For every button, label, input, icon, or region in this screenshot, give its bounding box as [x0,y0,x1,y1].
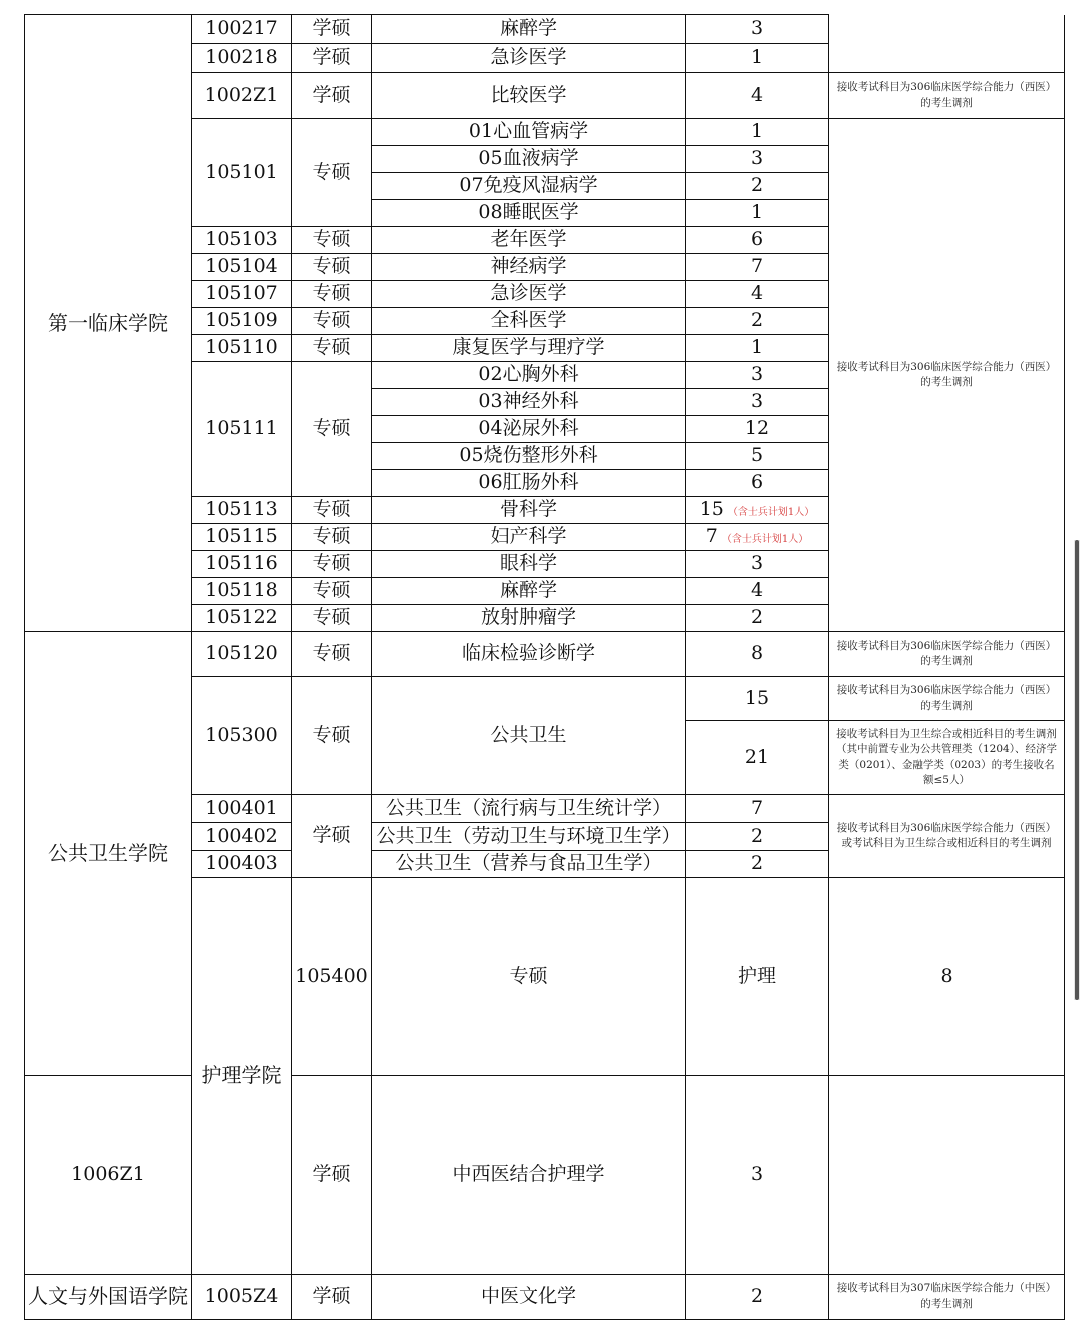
type-cell: 专硕 [292,227,372,254]
major-cell: 04泌尿外科 [372,416,686,443]
quota-cell: 8 [829,878,1065,1076]
code-cell: 105300 [192,677,292,795]
quota-cell: 1 [686,200,829,227]
code-cell: 105109 [192,308,292,335]
quota-cell: 12 [686,416,829,443]
type-cell: 专硕 [292,308,372,335]
note-cell: 接收考试科目为306临床医学综合能力（西医）或考试科目为卫生综合或相近科目的考生调剂 [829,795,1065,878]
table-row [25,15,1065,44]
major-cell: 神经病学 [372,254,686,281]
quota-cell: 6 [686,470,829,497]
quota-cell: 7 [686,795,829,823]
major-cell: 比较医学 [372,73,686,119]
code-cell: 100218 [192,44,292,73]
code-cell: 105104 [192,254,292,281]
quota-value: 15 [699,498,724,521]
quota-cell: 2 [686,823,829,851]
code-cell: 105103 [192,227,292,254]
major-cell: 放射肿瘤学 [372,605,686,632]
quota-cell [686,497,829,524]
quota-cell: 1 [686,44,829,73]
type-cell: 专硕 [292,254,372,281]
quota-cell: 6 [686,227,829,254]
quota-cell: 1 [686,119,829,146]
code-cell: 100402 [192,823,292,851]
quota-cell: 3 [686,362,829,389]
note-cell: 接收考试科目为306临床医学综合能力（西医）的考生调剂 [829,632,1065,677]
quota-cell: 1 [686,335,829,362]
major-cell: 公共卫生 [372,677,686,795]
major-cell: 05血液病学 [372,146,686,173]
scrollbar-thumb[interactable] [1075,540,1079,1000]
quota-cell: 2 [686,605,829,632]
note-cell: 接收考试科目为306临床医学综合能力（西医）的考生调剂 [829,73,1065,119]
major-cell: 公共卫生（营养与食品卫生学） [372,851,686,878]
quota-cell: 2 [686,173,829,200]
type-cell: 专硕 [292,632,372,677]
major-cell: 妇产科学 [372,524,686,551]
note-cell: 接收考试科目为307临床医学综合能力（中医）的考生调剂 [829,1274,1065,1319]
type-cell: 学硕 [292,795,372,878]
type-cell: 专硕 [292,605,372,632]
note-cell: 接收考试科目为306临床医学综合能力（西医）的考生调剂 [829,677,1065,721]
quota-cell: 3 [686,146,829,173]
major-cell: 08睡眠医学 [372,200,686,227]
type-cell: 学硕 [292,15,372,44]
code-cell: 105400 [292,878,372,1076]
quota-cell [686,524,829,551]
major-cell: 02心胸外科 [372,362,686,389]
type-cell: 专硕 [292,551,372,578]
type-cell: 专硕 [372,878,686,1076]
major-cell: 老年医学 [372,227,686,254]
type-cell: 专硕 [292,362,372,497]
quota-cell: 4 [686,281,829,308]
code-cell: 105116 [192,551,292,578]
dept-cell: 公共卫生学院 [25,632,192,1076]
code-cell: 105107 [192,281,292,308]
quota-cell: 3 [686,1076,829,1274]
major-cell: 麻醉学 [372,578,686,605]
code-cell: 105122 [192,605,292,632]
type-cell: 专硕 [292,578,372,605]
major-cell: 中医文化学 [372,1274,686,1319]
code-cell: 100401 [192,795,292,823]
code-cell: 105120 [192,632,292,677]
type-cell: 学硕 [292,73,372,119]
major-cell: 急诊医学 [372,281,686,308]
major-cell: 急诊医学 [372,44,686,73]
type-cell: 专硕 [292,524,372,551]
major-cell: 公共卫生（流行病与卫生统计学） [372,795,686,823]
code-cell: 105110 [192,335,292,362]
code-cell: 105113 [192,497,292,524]
major-cell: 护理 [686,878,829,1076]
quota-cell: 7 [686,254,829,281]
major-cell: 麻醉学 [372,15,686,44]
quota-cell: 2 [686,1274,829,1319]
type-cell: 学硕 [292,1076,372,1274]
code-cell: 100403 [192,851,292,878]
quota-cell: 21 [686,721,829,795]
note-cell: 接收考试科目为306临床医学综合能力（西医）的考生调剂 [829,119,1065,632]
major-cell: 07免疫风湿病学 [372,173,686,200]
major-cell: 临床检验诊断学 [372,632,686,677]
type-cell: 专硕 [292,677,372,795]
quota-cell: 2 [686,851,829,878]
code-cell: 105118 [192,578,292,605]
code-cell: 105111 [192,362,292,497]
quota-extra-note: （含士兵计划1人） [727,507,815,519]
code-cell: 1002Z1 [192,73,292,119]
major-cell: 06肛肠外科 [372,470,686,497]
type-cell: 学硕 [292,1274,372,1319]
quota-cell: 3 [686,551,829,578]
major-cell: 中西医结合护理学 [372,1076,686,1274]
note-cell: 接收考试科目为卫生综合或相近科目的考生调剂（其中前置专业为公共管理类（1204）、经济学类（0201）、金融学类（0203）的考生接收名额≤5人） [829,721,1065,795]
type-cell: 专硕 [292,497,372,524]
type-cell: 学硕 [292,44,372,73]
note-cell-empty [829,15,1065,73]
quota-cell: 4 [686,73,829,119]
quota-cell: 8 [686,632,829,677]
major-cell: 05烧伤整形外科 [372,443,686,470]
major-cell: 眼科学 [372,551,686,578]
table-row [25,632,1065,677]
major-cell: 01心血管病学 [372,119,686,146]
type-cell: 专硕 [292,335,372,362]
code-cell: 100217 [192,15,292,44]
dept-cell: 护理学院 [192,878,292,1275]
table-row [25,1274,1065,1319]
major-cell: 康复医学与理疗学 [372,335,686,362]
admissions-table-wrapper [24,14,1064,1310]
quota-cell: 15 [686,677,829,721]
quota-cell: 3 [686,15,829,44]
major-cell: 全科医学 [372,308,686,335]
type-cell: 专硕 [292,119,372,227]
dept-cell: 人文与外国语学院 [25,1274,192,1319]
code-cell: 1005Z4 [192,1274,292,1319]
major-cell: 公共卫生（劳动卫生与环境卫生学） [372,823,686,851]
quota-cell: 5 [686,443,829,470]
major-cell: 03神经外科 [372,389,686,416]
quota-extra-note: （含士兵计划1人） [721,534,809,546]
major-cell: 骨科学 [372,497,686,524]
dept-cell: 第一临床学院 [25,15,192,632]
quota-cell: 3 [686,389,829,416]
code-cell: 105101 [192,119,292,227]
type-cell: 专硕 [292,281,372,308]
code-cell: 1006Z1 [25,1076,192,1274]
quota-value: 7 [705,525,718,548]
quota-cell: 2 [686,308,829,335]
quota-cell: 4 [686,578,829,605]
table-row [25,1076,1065,1274]
admissions-table [24,14,1065,1320]
code-cell: 105115 [192,524,292,551]
